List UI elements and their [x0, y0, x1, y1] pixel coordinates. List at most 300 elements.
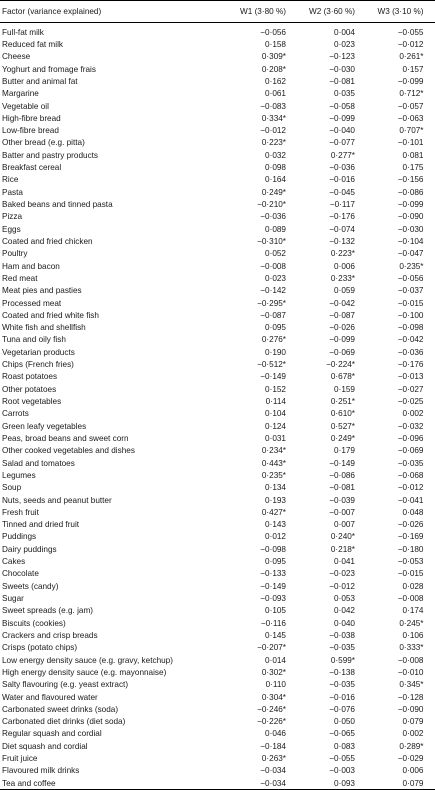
- row-w1-cell: [228, 483, 298, 492]
- row-w1-cell: [228, 102, 298, 111]
- row-w2-cell: [298, 606, 366, 615]
- loading-value: −0·310*: [257, 236, 286, 246]
- loading-value: −0·076: [329, 704, 355, 714]
- row-factor-cell: Carbonated diet drinks (diet soda): [2, 717, 126, 727]
- row-w1-cell: [228, 434, 298, 443]
- table-row: [0, 88, 435, 100]
- table-row: [0, 482, 435, 494]
- row-w3-cell: [366, 582, 435, 591]
- row-factor-cell: Meat pies and pasties: [2, 286, 82, 296]
- table-row: [0, 457, 435, 469]
- table-row: [0, 51, 435, 63]
- row-w3-cell: [366, 668, 435, 677]
- row-factor-cell: Water and flavoured water: [2, 692, 98, 702]
- row-w2-cell: [298, 52, 366, 61]
- row-factor-cell: Salty flavouring (e.g. yeast extract): [2, 680, 129, 690]
- loading-value: −0·063: [397, 113, 424, 123]
- loading-value: 0·678*: [330, 372, 355, 382]
- row-w1-cell: [228, 582, 298, 591]
- loading-value: −0·099: [397, 76, 424, 86]
- row-factor-cell: Yoghurt and fromage frais: [2, 64, 96, 74]
- row-w2-cell: [298, 643, 366, 652]
- table-row: [0, 322, 435, 334]
- row-factor-cell: Crackers and crisp breads: [2, 630, 98, 640]
- row-w3-cell: [366, 274, 435, 283]
- row-factor-cell: Vegetarian products: [2, 347, 75, 357]
- row-w2-cell: [298, 496, 366, 505]
- row-factor-cell: Butter and animal fat: [2, 76, 78, 86]
- loading-value: −0·295*: [257, 298, 286, 308]
- table-row: [0, 740, 435, 752]
- row-factor-cell: Coated and fried chicken: [2, 236, 93, 246]
- table-row: [0, 358, 435, 370]
- row-w3-cell: [366, 40, 435, 49]
- row-w1-cell: [228, 754, 298, 763]
- loading-value: −0·035: [397, 458, 424, 468]
- loading-value: 0·174: [402, 606, 424, 616]
- loading-value: 0·179: [334, 446, 355, 456]
- row-w3-cell: [366, 754, 435, 763]
- loading-value: 0·263*: [261, 754, 286, 764]
- row-w1-cell: [228, 126, 298, 135]
- row-factor-cell: Margarine: [2, 89, 39, 99]
- loading-value: −0·090: [397, 212, 424, 222]
- loading-value: 0·048: [402, 507, 424, 517]
- loading-value: −0·149: [260, 581, 286, 591]
- row-w2-cell: [298, 65, 366, 74]
- row-factor-cell: Biscuits (cookies): [2, 618, 66, 628]
- loading-value: −0·116: [260, 618, 286, 628]
- row-w3-cell: [366, 372, 435, 381]
- row-w3-cell: [366, 360, 435, 369]
- row-w2-cell: [298, 299, 366, 308]
- loading-value: −0·117: [329, 200, 355, 210]
- row-w2-cell: [298, 729, 366, 738]
- row-w1-cell: [228, 631, 298, 640]
- row-w1-cell: [228, 262, 298, 271]
- row-w2-cell: [298, 446, 366, 455]
- loading-value: −0·032: [397, 421, 424, 431]
- row-w1-cell: [228, 114, 298, 123]
- row-w1-cell: [228, 606, 298, 615]
- row-factor-cell: Salad and tomatoes: [2, 458, 75, 468]
- row-w2-cell: [298, 582, 366, 591]
- loading-value: −0·042: [397, 335, 424, 345]
- row-factor-cell: Other potatoes: [2, 384, 57, 394]
- row-factor-cell: Pasta: [2, 187, 23, 197]
- row-w3-cell: [366, 114, 435, 123]
- table-row: [0, 297, 435, 309]
- loading-value: 0·143: [265, 520, 286, 530]
- row-w2-cell: [298, 188, 366, 197]
- loading-value: −0·042: [329, 298, 355, 308]
- loading-value: −0·034: [260, 778, 286, 788]
- row-w1-cell: [228, 249, 298, 258]
- row-factor-cell: Cheese: [2, 52, 31, 62]
- loading-value: 0·041: [334, 557, 355, 567]
- row-w3-cell: [366, 225, 435, 234]
- row-factor-cell: Cakes: [2, 557, 26, 567]
- loading-value: 0·093: [334, 778, 355, 788]
- loading-value: 0·050: [334, 717, 355, 727]
- loading-value: 0·175: [402, 163, 424, 173]
- loading-value: 0·006: [402, 766, 424, 776]
- row-w2-cell: [298, 557, 366, 566]
- loading-value: 0·223*: [330, 249, 355, 259]
- row-factor-cell: Breakfast cereal: [2, 163, 62, 173]
- row-w2-cell: [298, 397, 366, 406]
- loading-value: −0·132: [329, 236, 355, 246]
- loading-value: −0·246*: [257, 704, 286, 714]
- row-factor-cell: Reduced fat milk: [2, 39, 63, 49]
- table-row: [0, 161, 435, 173]
- loading-value: 0·106: [402, 630, 424, 640]
- loading-value: 0·046: [265, 729, 286, 739]
- row-factor-cell: Nuts, seeds and peanut butter: [2, 495, 112, 505]
- row-w2-cell: [298, 508, 366, 517]
- row-w1-cell: [228, 729, 298, 738]
- row-factor-cell: Other cooked vegetables and dishes: [2, 446, 135, 456]
- row-factor-cell: Root vegetables: [2, 397, 62, 407]
- row-w1-cell: [228, 619, 298, 628]
- table-row: [0, 469, 435, 481]
- row-w1-cell: [228, 705, 298, 714]
- row-w3-cell: [366, 138, 435, 147]
- loading-value: −0·065: [329, 729, 355, 739]
- loading-value: −0·069: [329, 347, 355, 357]
- loading-value: −0·034: [260, 766, 286, 776]
- row-w3-cell: [366, 286, 435, 295]
- loading-value: −0·012: [397, 39, 424, 49]
- loading-value: −0·210*: [257, 200, 286, 210]
- loading-value: −0·016: [329, 175, 355, 185]
- loading-value: 0·193: [265, 495, 286, 505]
- row-factor-cell: Carbonated sweet drinks (soda): [2, 704, 119, 714]
- loading-value: 0·031: [265, 433, 286, 443]
- loading-value: −0·038: [329, 630, 355, 640]
- row-factor-cell: Low-fibre bread: [2, 126, 59, 136]
- row-w2-cell: [298, 668, 366, 677]
- table-row: [0, 285, 435, 297]
- row-factor-cell: Crisps (potato chips): [2, 643, 78, 653]
- loading-value: −0·015: [397, 298, 424, 308]
- loading-value: 0·277*: [330, 150, 355, 160]
- loading-value: 0·059: [334, 286, 355, 296]
- loading-value: 0·159: [334, 384, 355, 394]
- row-w1-cell: [228, 422, 298, 431]
- row-w3-cell: [366, 520, 435, 529]
- loading-value: −0·057: [397, 101, 424, 111]
- loading-value: −0·008: [397, 655, 424, 665]
- table-body: [0, 23, 435, 790]
- loading-value: 0·234*: [261, 446, 286, 456]
- loading-value: 0·289*: [399, 741, 424, 751]
- row-w1-cell: [228, 717, 298, 726]
- row-w2-cell: [298, 286, 366, 295]
- loading-value: 0·208*: [261, 64, 286, 74]
- loading-value: 0·245*: [399, 618, 424, 628]
- loading-value: −0·036: [329, 163, 355, 173]
- table-row: [0, 26, 435, 38]
- loading-value: 0·712*: [399, 89, 424, 99]
- row-w1-cell: [228, 360, 298, 369]
- loading-value: −0·169: [397, 532, 424, 542]
- row-w2-cell: [298, 459, 366, 468]
- table-row: [0, 445, 435, 457]
- loading-value: 0·040: [334, 618, 355, 628]
- row-factor-cell: Other bread (e.g. pitta): [2, 138, 85, 148]
- row-w3-cell: [366, 163, 435, 172]
- loading-value: −0·008: [260, 261, 286, 271]
- row-w1-cell: [228, 385, 298, 394]
- loading-value: 0·081: [402, 150, 424, 160]
- row-w2-cell: [298, 742, 366, 751]
- row-w2-cell: [298, 323, 366, 332]
- table-row: [0, 408, 435, 420]
- row-factor-cell: Tinned and dried fruit: [2, 520, 80, 530]
- row-w3-cell: [366, 656, 435, 665]
- header-w1: W1 (3·80 %): [240, 7, 286, 16]
- loading-value: 0·006: [334, 261, 355, 271]
- row-w2-cell: [298, 200, 366, 209]
- loading-value: 0·158: [265, 39, 286, 49]
- loading-value: 0·527*: [330, 421, 355, 431]
- loading-value: −0·030: [397, 224, 424, 234]
- row-w2-cell: [298, 372, 366, 381]
- loading-value: 0·223*: [261, 138, 286, 148]
- loading-value: −0·040: [329, 126, 355, 136]
- row-w3-cell: [366, 175, 435, 184]
- loading-value: 0·079: [402, 717, 424, 727]
- row-w3-cell: [366, 348, 435, 357]
- loading-value: 0·707*: [399, 126, 424, 136]
- table-row: [0, 605, 435, 617]
- row-w3-cell: [366, 729, 435, 738]
- loading-value: −0·224*: [326, 360, 355, 370]
- loading-value: −0·086: [397, 187, 424, 197]
- table-row: [0, 38, 435, 50]
- table-row: [0, 642, 435, 654]
- loading-value: −0·176: [397, 360, 424, 370]
- loading-value: 0·599*: [330, 655, 355, 665]
- loading-value: −0·023: [329, 569, 355, 579]
- row-w1-cell: [228, 471, 298, 480]
- row-factor-cell: Full-fat milk: [2, 27, 44, 37]
- row-w3-cell: [366, 459, 435, 468]
- row-factor-cell: Sweet spreads (e.g. jam): [2, 606, 94, 616]
- loading-value: 0·002: [402, 729, 424, 739]
- loading-value: 0·114: [265, 397, 286, 407]
- loading-value: 0·089: [265, 224, 286, 234]
- loading-value: −0·030: [329, 64, 355, 74]
- table-row: [0, 211, 435, 223]
- loading-value: −0·058: [329, 101, 355, 111]
- row-w3-cell: [366, 631, 435, 640]
- row-w1-cell: [228, 557, 298, 566]
- row-factor-cell: Puddings: [2, 532, 37, 542]
- row-factor-cell: White fish and shellfish: [2, 323, 86, 333]
- row-w1-cell: [228, 656, 298, 665]
- loading-value: 0·610*: [330, 409, 355, 419]
- loading-value: 0·276*: [261, 335, 286, 345]
- row-w3-cell: [366, 606, 435, 615]
- loading-value: 0·249*: [261, 187, 286, 197]
- row-w3-cell: [366, 28, 435, 37]
- loading-value: 0·157: [402, 64, 424, 74]
- row-w2-cell: [298, 249, 366, 258]
- loading-value: −0·012: [329, 581, 355, 591]
- row-factor-cell: Fruit juice: [2, 754, 38, 764]
- loading-value: 0·124: [265, 421, 286, 431]
- row-w3-cell: [366, 77, 435, 86]
- row-w3-cell: [366, 52, 435, 61]
- table-row: [0, 777, 435, 789]
- row-w2-cell: [298, 175, 366, 184]
- table-row: [0, 248, 435, 260]
- row-w2-cell: [298, 409, 366, 418]
- row-w3-cell: [366, 237, 435, 246]
- row-factor-cell: Tuna and oily fish: [2, 335, 66, 345]
- row-w2-cell: [298, 114, 366, 123]
- loading-value: −0·100: [397, 310, 424, 320]
- table-row: [0, 752, 435, 764]
- row-w1-cell: [228, 311, 298, 320]
- row-w3-cell: [366, 200, 435, 209]
- row-w1-cell: [228, 643, 298, 652]
- row-w2-cell: [298, 102, 366, 111]
- loading-value: 0·218*: [330, 544, 355, 554]
- row-w3-cell: [366, 212, 435, 221]
- row-w2-cell: [298, 594, 366, 603]
- loading-value: −0·081: [329, 76, 355, 86]
- row-w1-cell: [228, 52, 298, 61]
- row-factor-cell: Regular squash and cordial: [2, 729, 102, 739]
- table-row: [0, 334, 435, 346]
- loading-value: −0·081: [329, 483, 355, 493]
- row-w2-cell: [298, 545, 366, 554]
- loading-value: 0·079: [402, 778, 424, 788]
- row-w2-cell: [298, 225, 366, 234]
- loading-value: 0·002: [402, 409, 424, 419]
- row-w3-cell: [366, 508, 435, 517]
- row-w1-cell: [228, 693, 298, 702]
- row-w1-cell: [228, 323, 298, 332]
- row-factor-cell: Soup: [2, 483, 22, 493]
- table-row: [0, 543, 435, 555]
- loading-value: −0·037: [397, 286, 424, 296]
- row-w3-cell: [366, 102, 435, 111]
- row-w3-cell: [366, 446, 435, 455]
- row-w2-cell: [298, 212, 366, 221]
- row-w3-cell: [366, 262, 435, 271]
- table-row: [0, 112, 435, 124]
- table-row: [0, 223, 435, 235]
- loading-value: −0·104: [397, 236, 424, 246]
- row-w3-cell: [366, 311, 435, 320]
- loading-value: −0·045: [329, 187, 355, 197]
- row-w3-cell: [366, 496, 435, 505]
- row-factor-cell: Flavoured milk drinks: [2, 766, 80, 776]
- row-w3-cell: [366, 409, 435, 418]
- loading-value: −0·035: [329, 680, 355, 690]
- row-w1-cell: [228, 680, 298, 689]
- row-factor-cell: Dairy puddings: [2, 544, 57, 554]
- table-row: [0, 174, 435, 186]
- row-w2-cell: [298, 89, 366, 98]
- row-w3-cell: [366, 594, 435, 603]
- row-w3-cell: [366, 299, 435, 308]
- row-w3-cell: [366, 483, 435, 492]
- loading-value: −0·069: [397, 446, 424, 456]
- loading-value: −0·138: [329, 667, 355, 677]
- row-factor-cell: Red meat: [2, 273, 38, 283]
- table-row: [0, 186, 435, 198]
- row-w1-cell: [228, 175, 298, 184]
- loading-value: −0·176: [329, 212, 355, 222]
- row-w3-cell: [366, 151, 435, 160]
- loading-value: 0·235*: [261, 470, 286, 480]
- loading-value: −0·026: [329, 323, 355, 333]
- loading-value: −0·128: [397, 692, 424, 702]
- table-row: [0, 617, 435, 629]
- row-factor-cell: Roast potatoes: [2, 372, 58, 382]
- loading-value: 0·023: [265, 273, 286, 283]
- loading-value: 0·095: [265, 323, 286, 333]
- loading-value: 0·098: [265, 163, 286, 173]
- row-w2-cell: [298, 274, 366, 283]
- table-row: [0, 371, 435, 383]
- row-w2-cell: [298, 471, 366, 480]
- row-factor-cell: Legumes: [2, 470, 36, 480]
- table-row: [0, 728, 435, 740]
- loading-value: −0·090: [397, 704, 424, 714]
- row-w2-cell: [298, 483, 366, 492]
- loading-value: −0·053: [397, 557, 424, 567]
- loading-value: 0·032: [265, 150, 286, 160]
- loading-value: −0·093: [260, 594, 286, 604]
- row-w2-cell: [298, 434, 366, 443]
- loading-value: 0·105: [265, 606, 286, 616]
- table-row: [0, 629, 435, 641]
- row-w3-cell: [366, 680, 435, 689]
- row-factor-cell: Tea and coffee: [2, 778, 56, 788]
- row-w2-cell: [298, 619, 366, 628]
- row-factor-cell: Low energy density sauce (e.g. gravy, ketchup): [2, 655, 173, 665]
- loading-value: −0·007: [329, 507, 355, 517]
- loading-value: 0·164: [265, 175, 286, 185]
- row-w3-cell: [366, 569, 435, 578]
- table-row: [0, 592, 435, 604]
- table-row: [0, 137, 435, 149]
- row-w1-cell: [228, 668, 298, 677]
- loading-value: 0·190: [265, 347, 286, 357]
- row-w2-cell: [298, 717, 366, 726]
- row-w3-cell: [366, 434, 435, 443]
- loading-value: −0·036: [260, 212, 286, 222]
- row-w2-cell: [298, 151, 366, 160]
- loading-value: 0·061: [265, 89, 286, 99]
- table-row: [0, 691, 435, 703]
- table-row: [0, 568, 435, 580]
- row-factor-cell: Eggs: [2, 224, 21, 234]
- loading-value: −0·012: [397, 483, 424, 493]
- loading-value: 0·443*: [261, 458, 286, 468]
- loading-value: −0·149: [260, 372, 286, 382]
- loading-value: 0·152: [265, 384, 286, 394]
- row-w2-cell: [298, 126, 366, 135]
- row-w3-cell: [366, 89, 435, 98]
- row-w1-cell: [228, 299, 298, 308]
